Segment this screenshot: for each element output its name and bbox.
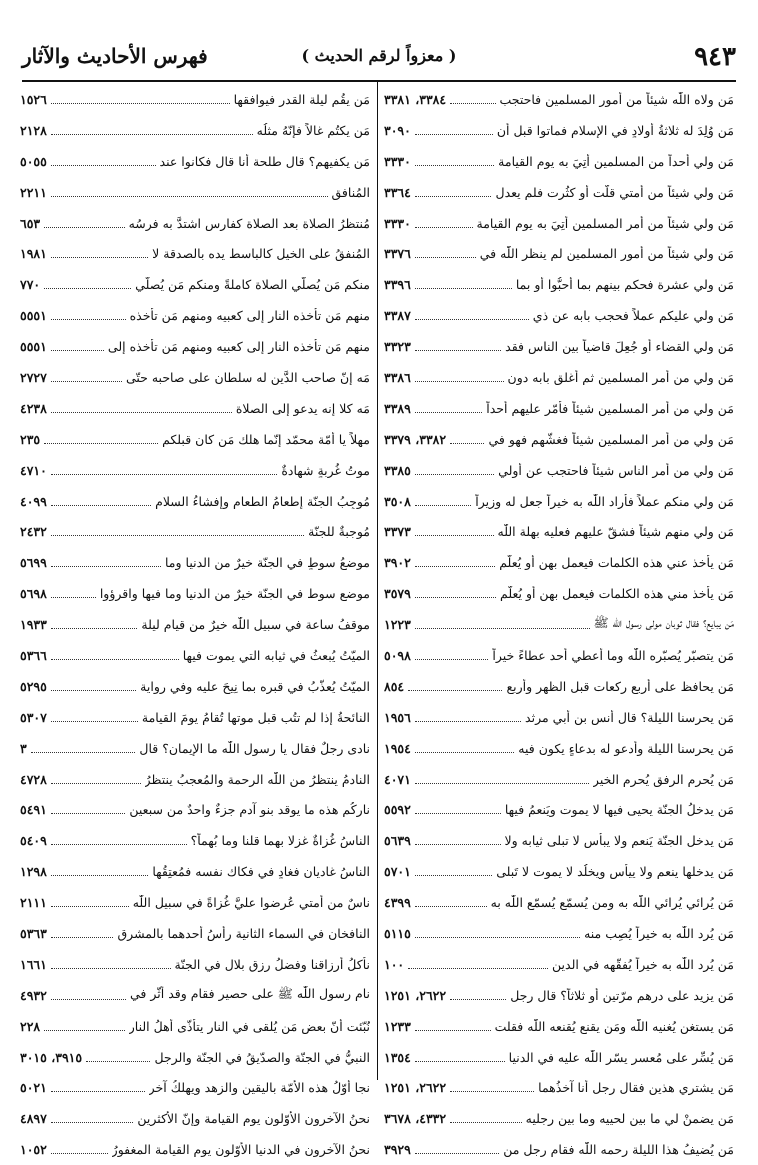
page-subtitle: ( معزواً لرقم الحديث ) (301, 46, 457, 65)
hadith-number: ٣٥٧٩ (384, 586, 411, 602)
hadith-number: ٣٥٠٨ (384, 493, 411, 509)
entry-text: النادمُ ينتظرُ من اللّٰه الرحمة والمُعجبُ ينتظرُ (144, 771, 370, 787)
dot-leader (51, 196, 328, 197)
index-entry (384, 640, 734, 671)
index-entry (384, 84, 734, 115)
dot-leader (415, 597, 496, 598)
index-entry (20, 764, 370, 795)
index-entry (384, 764, 734, 795)
index-entry (20, 640, 370, 671)
dot-leader (415, 659, 489, 660)
entry-text: مَن يدخلها ينعم ولا ييأس ويخلُد لا يموت لا تَبلى (496, 864, 734, 880)
dot-leader (415, 535, 494, 536)
index-entry (384, 269, 734, 300)
entry-text: مَن يأخذ مني هذه الكلمات فيعمل بهن أو يُعلّم (500, 586, 734, 602)
dot-leader (51, 319, 126, 320)
index-entry (20, 146, 370, 177)
dot-leader (51, 1122, 134, 1123)
dot-leader (51, 505, 151, 506)
hadith-number: ١٩٨١ (20, 246, 47, 262)
entry-text: مَن يزيد على درهم مرّتين أو ثلاثاً؟ قال رجل (510, 987, 734, 1003)
entry-text: مَن يضمنْ لي ما بين لحييه وما بين رجليه (525, 1111, 734, 1127)
index-entry (384, 238, 734, 269)
hadith-number: ٣٩٢٩ (384, 1142, 411, 1158)
hadith-number: ٢٤٣٢ (20, 524, 47, 540)
index-entry (20, 486, 370, 517)
dot-leader (51, 103, 230, 104)
hadith-number: ١٩٣٣ (20, 617, 47, 633)
dot-leader (415, 628, 590, 629)
hadith-number: ٧٧٠ (20, 277, 41, 293)
dot-leader (450, 103, 495, 104)
entry-text: النبيُّ في الجنّة والصدّيقُ في الجنّة والرجل (154, 1049, 370, 1065)
hadith-number: ١٢٩٨ (20, 864, 47, 880)
dot-leader (415, 227, 473, 228)
dot-leader (51, 165, 156, 166)
index-entry (384, 856, 734, 887)
index-entry (384, 980, 734, 1011)
dot-leader (31, 752, 136, 753)
dot-leader (51, 257, 148, 258)
index-entry (384, 547, 734, 578)
dot-leader (415, 319, 529, 320)
dot-leader (415, 381, 504, 382)
index-entry (20, 547, 370, 578)
hadith-number: ٥٦٣٩ (384, 833, 411, 849)
dot-leader (415, 134, 493, 135)
index-entry (20, 455, 370, 486)
entry-text: موضعُ سوطٍ في الجنّة خيرٌ من الدنيا وما (165, 555, 370, 571)
dot-leader (415, 1061, 505, 1062)
dot-leader (51, 381, 122, 382)
hadith-number: ١٣٥٤ (384, 1049, 411, 1065)
hadith-number: ٢١٢٨ (20, 122, 47, 138)
index-entry (384, 1073, 734, 1104)
index-entry (384, 331, 734, 362)
index-entry (20, 918, 370, 949)
entry-text: نجا أوّلُ هذه الأُمّة باليقين والزهد ويهلكُ آخر (148, 1080, 370, 1096)
entry-text: ناسٌ من أُمتي عُرضوا عليَّ غُزاةً في سبيل اللّٰه (132, 895, 370, 911)
index-entry (384, 609, 734, 640)
entry-text: مَن يأخذ عني هذه الكلمات فيعمل بهن أو يُعلّم (499, 555, 734, 571)
index-entry (384, 300, 734, 331)
index-entry (384, 918, 734, 949)
dot-leader (51, 597, 96, 598)
dot-leader (415, 1153, 499, 1154)
dot-leader (415, 196, 492, 197)
entry-text: موتُ غُربةٍ شهادةٌ (281, 462, 370, 478)
index-entry (20, 1103, 370, 1134)
entry-text: النافخان في السماء الثانية رأسُ أحدهما بالمشرق (117, 925, 370, 941)
index-entry (20, 578, 370, 609)
hadith-number: ٣٣٧٦ (384, 246, 411, 262)
hadith-number: ١٩٥٤ (384, 740, 411, 756)
index-entry (384, 362, 734, 393)
index-entry (20, 84, 370, 115)
entry-text: مَن يشتري هذين فقال رجل أنا آخذُهما (538, 1080, 734, 1096)
index-entry (384, 671, 734, 702)
dot-leader (51, 844, 187, 845)
hadith-number: ٣٣٨٩ (384, 400, 411, 416)
index-entry (20, 1134, 370, 1165)
hadith-number: ٣٠٩٠ (384, 122, 411, 138)
entry-text: نحنُ الآخرون الأوّلون يوم القيامة وإنّ الأكثرين (137, 1111, 370, 1127)
index-entry (384, 949, 734, 980)
entry-text: منكم مَن يُصلّي الصلاة كاملةً ومنكم مَن يُصلّي (135, 277, 370, 293)
entry-text: الميّتُ يُعذّبُ في قبره بما نِيحَ عليه وفي رواية (140, 678, 370, 694)
dot-leader (51, 134, 253, 135)
hadith-number: ٣٣٣٠ (384, 215, 411, 231)
entry-text: نام رسول اللّٰه ﷺ على حصير فقام وقد أثّر في (130, 985, 370, 1001)
dot-leader (415, 752, 514, 753)
entry-text: نحنُ الآخرون في الدنيا الأوّلون يوم القيامة المغفورُ (111, 1142, 370, 1158)
dot-leader (86, 1061, 150, 1062)
index-entry (20, 300, 370, 331)
dot-leader (51, 659, 179, 660)
dot-leader (415, 906, 487, 907)
hadith-number: ٥٣٦٦ (20, 647, 47, 663)
header-rule (22, 80, 736, 82)
entry-text: مَن ولي عليكم عملاً فحجب بابه عن ذي (532, 308, 734, 324)
hadith-number: ١٩٥٦ (384, 709, 411, 725)
entry-text: مَن يُسِّر على مُعسر يسّر اللّٰه عليه في الدنيا (508, 1049, 734, 1065)
hadith-number: ١٠٥٢ (20, 1142, 47, 1158)
entry-text: مَن يُرائي يُرائي اللّٰه به ومن يُسمّع يُسمّع اللّٰه به (490, 895, 734, 911)
index-entry (384, 146, 734, 177)
hadith-number: ٥٤٠٩ (20, 833, 47, 849)
hadith-number: ٥٤٩١ (20, 802, 47, 818)
hadith-number: ١٦٦١ (20, 956, 47, 972)
index-entry (384, 455, 734, 486)
index-entry (20, 393, 370, 424)
hadith-number: ٥٠٩٨ (384, 647, 411, 663)
hadith-number: ٥٥٩٢ (384, 802, 411, 818)
entry-text: مَن ولي عشرة فحكم بينهم بما أحبُّوا أو بما (515, 277, 734, 293)
hadith-number: ٤٧١٠ (20, 462, 47, 478)
index-entry (20, 733, 370, 764)
dot-leader (51, 535, 304, 536)
entry-text: مَن ولي من أمر المسلمين شيئاً فغشّهم فهو في (488, 431, 734, 447)
entry-text: مَن يُحرم الرفق يُحرم الخير (592, 771, 734, 787)
hadith-number: ٤٢٣٨ (20, 400, 47, 416)
dot-leader (450, 1091, 534, 1092)
index-entry (384, 702, 734, 733)
hadith-number: ٥٧٠١ (384, 864, 411, 880)
entry-text: منهم مَن تأخذه النار إلى كعبيه ومنهم مَن تأخذه إلى (107, 339, 370, 355)
dot-leader (415, 505, 471, 506)
entry-text: مَن ولي شيئاً من أُمتي قلّت أو كثُرت فلم يعدل (495, 184, 734, 200)
dot-leader (51, 690, 136, 691)
hadith-number: ١٢٢٣ (384, 617, 411, 633)
dot-leader (51, 566, 161, 567)
hadith-number: ٣٣٨٥ (384, 462, 411, 478)
page-title: فهرس الأحاديث والآثار (22, 44, 208, 68)
index-entry (384, 825, 734, 856)
dot-leader (415, 721, 521, 722)
hadith-number: ٤٣٩٩ (384, 895, 411, 911)
hadith-number: ٥١١٥ (384, 925, 411, 941)
hadith-number: ٤٧٢٨ (20, 771, 47, 787)
index-entry (20, 825, 370, 856)
hadith-number: ٥٠٥٥ (20, 153, 47, 169)
entry-text: الميّتُ يُبعثُ في ثيابه التي يموت فيها (182, 647, 370, 663)
index-entry (384, 578, 734, 609)
entry-text: النائحةُ إذا لم تتُب قبل موتها تُقامُ يومَ القيامة (141, 709, 370, 725)
entry-text: مَن يبايع؟ فقال ثوبان مولى رسول اللّٰه ﷺ (593, 615, 734, 631)
hadith-number: ٣٩٠٢ (384, 555, 411, 571)
index-entry (20, 856, 370, 887)
hadith-number: ٥٦٩٩ (20, 555, 47, 571)
index-entry (384, 887, 734, 918)
index-entry (20, 794, 370, 825)
hadith-number: ٤٠٧١ (384, 771, 411, 787)
dot-leader (415, 288, 512, 289)
dot-leader (415, 844, 501, 845)
index-entry (20, 949, 370, 980)
entry-text: موقفُ ساعة في سبيل اللّٰه خيرٌ من قيام ليلة (141, 617, 370, 633)
entry-text: مَن ولي من أمر المسلمين شيئاً فأمّر عليهم أحداً (486, 400, 734, 416)
hadith-number: ٥٦٩٨ (20, 586, 47, 602)
hadith-number: ٤٩٣٢ (20, 987, 47, 1003)
dot-leader (450, 443, 484, 444)
hadith-number: ٣٣٣٠ (384, 153, 411, 169)
entry-text: ناركُم هذه ما يوقد بنو آدم جزءٌ واحدٌ من سبعين (129, 802, 370, 818)
entry-text: مَن ولي منكم عملاً فأراد اللّٰه به خيراً جعل له وزيراً (475, 493, 734, 509)
index-entry (384, 1134, 734, 1165)
entry-text: مَه إنّ صاحب الدَّين له سلطان على صاحبه حتّى (125, 369, 370, 385)
dot-leader (51, 474, 277, 475)
index-entry (384, 1011, 734, 1042)
index-entry (384, 794, 734, 825)
entry-text: مَن ولي منهم شيئاً فشقّ عليهم فعليه بهلة اللّٰه (497, 524, 734, 540)
hadith-number: ٢٧٢٧ (20, 369, 47, 385)
entry-text: مَن يكتُم غالاً فإنّهُ مثلُه (256, 122, 370, 138)
dot-leader (51, 968, 171, 969)
dot-leader (51, 1153, 108, 1154)
hadith-number: ٣٣٧٣ (384, 524, 411, 540)
entry-text: مَن يُضيفُ هذا الليلة رحمه اللّٰه فقام رجل من (503, 1142, 734, 1158)
dot-leader (408, 690, 502, 691)
hadith-number: ٥٥٥١ (20, 308, 47, 324)
index-entry (20, 702, 370, 733)
dot-leader (415, 165, 494, 166)
index-entry (20, 516, 370, 547)
hadith-number: ٢٦٢٢، ١٢٥١ (384, 1080, 447, 1096)
dot-leader (415, 1030, 491, 1031)
index-entry (20, 1042, 370, 1073)
dot-leader (415, 937, 580, 938)
entry-text: مَن يُرد اللّٰه به خيراً يُفقّهه في الدين (552, 956, 734, 972)
dot-leader (51, 628, 138, 629)
dot-leader (51, 1091, 145, 1092)
index-entry (20, 1073, 370, 1104)
entry-text: مَن ولي القضاء أو جُعِلَ قاضياً بين الناس فقد (505, 339, 734, 355)
hadith-number: ١٢٣٣ (384, 1018, 411, 1034)
hadith-number: ٣٩١٥، ٣٠١٥ (20, 1049, 83, 1065)
entry-text: مَن ولي شيئاً من أمور المسلمين لم ينظر اللّٰه في (479, 246, 734, 262)
column-divider (377, 82, 378, 1080)
hadith-number: ٣٣٨٧ (384, 308, 411, 324)
index-entry (384, 424, 734, 455)
dot-leader (415, 350, 501, 351)
dot-leader (51, 906, 129, 907)
index-entry (384, 177, 734, 208)
hadith-number: ٣٣٨٤، ٣٣٨١ (384, 91, 447, 107)
index-entry (20, 331, 370, 362)
index-entry (384, 115, 734, 146)
entry-text: نُبّئت أنّ بعض مَن يُلقى في النار يتأذّى أهلُ النار (128, 1018, 370, 1034)
hadith-number: ٢٢١١ (20, 184, 47, 200)
entry-text: مَن يحرسنا الليلة وأدعو له بدعاءٍ يكون فيه (518, 740, 734, 756)
entry-text: مَن يكفيهم؟ قال طلحة أنا قال فكانوا عند (159, 153, 370, 169)
hadith-number: ٦٥٣ (20, 215, 41, 231)
dot-leader (44, 227, 124, 228)
entry-text: مَن يستغنِ يُغنيه اللّٰه ومَن يقنع يُقنعه اللّٰه فقلت (494, 1018, 734, 1034)
dot-leader (450, 999, 506, 1000)
entry-text: مَن وُلِدَ له ثلاثةُ أولادٍ في الإسلام فماتوا قبل أن (496, 122, 734, 138)
hadith-number: ٢١١١ (20, 895, 47, 911)
hadith-number: ٣٣٢٣ (384, 339, 411, 355)
index-entry (384, 733, 734, 764)
dot-leader (51, 721, 138, 722)
entry-text: مَه كلا إنه يدعو إلى الصلاة (235, 400, 370, 416)
dot-leader (44, 288, 131, 289)
index-column-right (384, 84, 734, 1165)
dot-leader (415, 875, 492, 876)
hadith-number: ٣٣٨٦ (384, 369, 411, 385)
entry-text: مَن ولي شيئاً من أمر المسلمين أُتِيَ به يوم القيامة (476, 215, 734, 231)
entry-text: مُوجبةٌ للجنّة (308, 524, 370, 540)
index-entry (20, 238, 370, 269)
dot-leader (408, 968, 548, 969)
index-entry (384, 486, 734, 517)
hadith-number: ٥٥٥١ (20, 339, 47, 355)
entry-text: موضع سوط في الجنّة خيرٌ من الدنيا وما فيها واقرؤوا (99, 586, 370, 602)
index-entry (384, 516, 734, 547)
entry-text: مَن يحافظ على أربع ركعات قبل الظهر وأربع (506, 678, 734, 694)
hadith-number: ٥٣٠٧ (20, 709, 47, 725)
hadith-number: ٢٢٨ (20, 1018, 41, 1034)
hadith-number: ٣٣٩٦ (384, 277, 411, 293)
index-entry (20, 269, 370, 300)
index-entry (20, 609, 370, 640)
index-entry (20, 980, 370, 1011)
hadith-number: ٢٣٥ (20, 431, 41, 447)
dot-leader (415, 783, 589, 784)
entry-text: مَن ولاه اللّٰه شيئاً من أمور المسلمين فاحتجب (499, 91, 734, 107)
hadith-number: ٣٣٦٤ (384, 184, 411, 200)
dot-leader (51, 783, 141, 784)
index-entry (20, 177, 370, 208)
hadith-number: ٨٥٤ (384, 678, 405, 694)
entry-text: المُنافق (331, 184, 370, 200)
index-entry (384, 1042, 734, 1073)
index-entry (20, 115, 370, 146)
entry-text: مَن يحرسنا الليلة؟ قال أنس بن أبي مرثد (525, 709, 734, 725)
index-entry (20, 362, 370, 393)
dot-leader (51, 350, 104, 351)
index-entry (20, 671, 370, 702)
dot-leader (51, 813, 126, 814)
entry-text: مَن يقُم ليلة القدر فيوافقها (233, 91, 370, 107)
entry-text: منهم مَن تأخذه النار إلى كعبيه ومنهم مَن تأخذه (129, 308, 370, 324)
entry-text: مَن يدخل الجنّة يَنعم ولا يبأس لا تبلى ثيابه ولا (504, 833, 734, 849)
dot-leader (44, 443, 158, 444)
index-entry (20, 208, 370, 239)
entry-text: الناسُ غُزاةٌ غزلا بهما قلنا وما بُهماً؟ (190, 833, 370, 849)
entry-text: نادى رجلٌ فقال يا رسول اللّٰه ما الإيمان؟ قال (139, 740, 370, 756)
page-header (22, 40, 736, 80)
entry-text: مَن يدخلُ الجنّة يحيى فيها لا يموت ويَنعمُ فيها (504, 802, 734, 818)
index-entry (384, 393, 734, 424)
index-entry (20, 1011, 370, 1042)
dot-leader (415, 474, 494, 475)
hadith-number: ٣٣٨٢، ٣٣٧٩ (384, 431, 447, 447)
hadith-number: ٥٠٢١ (20, 1080, 47, 1096)
hadith-number: ٤٨٩٧ (20, 1111, 47, 1127)
entry-text: مَن يُرد اللّٰه به خيراً يُصِب منه (584, 925, 734, 941)
entry-text: مُوجِبُ الجنّة إطعامُ الطعام وإفشاءُ السلام (155, 493, 370, 509)
dot-leader (51, 412, 232, 413)
index-entry (384, 1103, 734, 1134)
hadith-number: ٥٣٦٣ (20, 925, 47, 941)
index-entry (384, 208, 734, 239)
hadith-number: ٣ (20, 740, 27, 756)
hadith-number: ٤٣٣٢، ٣٦٧٨ (384, 1111, 447, 1127)
dot-leader (415, 257, 476, 258)
dot-leader (51, 937, 114, 938)
entry-text: مَن ولي من أمر الناس شيئاً فاحتجب عن أولي (498, 462, 734, 478)
dot-leader (51, 999, 126, 1000)
hadith-number: ٥٢٩٥ (20, 678, 47, 694)
entry-text: المُنفقُ على الخيل كالباسط يده بالصدقة لا (152, 246, 370, 262)
page-number: ٩٤٣ (694, 42, 736, 72)
hadith-number: ١٠٠ (384, 956, 405, 972)
entry-text: مُنتظرُ الصلاة بعد الصلاة كفارس اشتدَّ به فرسُه (128, 215, 370, 231)
hadith-number: ٤٠٩٩ (20, 493, 47, 509)
index-entry (20, 424, 370, 455)
index-column-left (20, 84, 370, 1165)
index-entry (20, 887, 370, 918)
entry-text: نأكلُ أرزاقنا وفضلُ رزق بلال في الجنّة (174, 956, 370, 972)
entry-text: مَن ولي أحداً من المسلمين أُتِيَ به يوم القيامة (498, 153, 734, 169)
dot-leader (415, 412, 482, 413)
entry-text: مهلاً يا أُمّة محمّد إنّما هلك مَن كان قبلكم (162, 431, 370, 447)
entry-text: مَن ولي من أمر المسلمين ثم أغلق بابه دون (507, 369, 734, 385)
dot-leader (415, 566, 495, 567)
hadith-number: ٢٦٢٢، ١٢٥١ (384, 987, 447, 1003)
dot-leader (51, 875, 148, 876)
hadith-number: ١٥٢٦ (20, 91, 47, 107)
dot-leader (44, 1030, 125, 1031)
entry-text: مَن يتصبّر يُصبّره اللّٰه وما أُعطي أحد عطاءً خيراً (492, 647, 734, 663)
entry-text: الناسُ غاديان فغادٍ في فكاك نفسه فمُعتِقُها (152, 864, 370, 880)
dot-leader (415, 813, 501, 814)
dot-leader (450, 1122, 522, 1123)
